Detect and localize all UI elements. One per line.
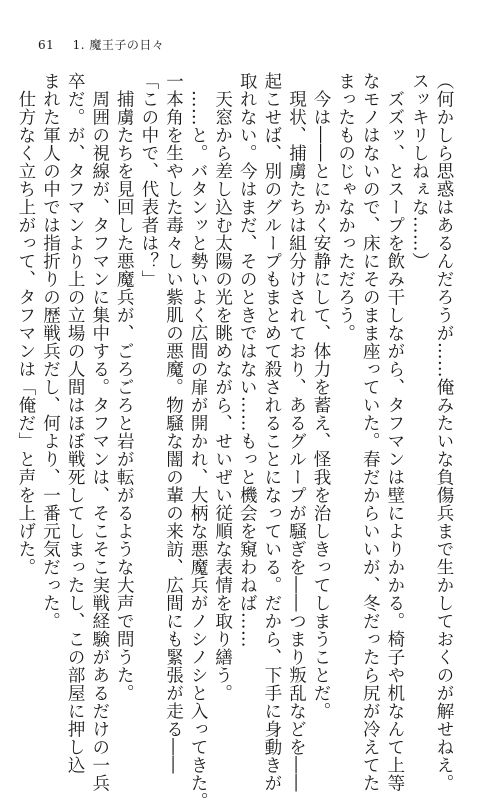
running-head [38, 36, 164, 53]
text-line: 天窓から差し込む太陽の光を眺めながら、せいぜい従順な表情を取り繕う。 [212, 72, 233, 702]
text-line: 周囲の視線が、タフマンに集中する。タフマンは、そこそこ実戦経験があるだけの一兵 [89, 72, 110, 792]
text-line: 取れない。今はまだ、そのときではない……もっと機会を窺わねば…… [237, 72, 258, 648]
text-line: なモノはないので、床にそのまま座っていた。春だからいいが、冬だったら尻が冷えてた [360, 72, 381, 792]
vertical-body-text [13, 72, 456, 810]
text-line: まれた軍人の中では指折りの歴戦兵だし、何より、一番元気だった。 [40, 72, 61, 630]
text-line: 今は――とにかく安静にして、体力を蓄え、怪我を治しきってしまうことだ。 [311, 72, 332, 720]
text-line: 起こせば、別のグループもまとめて殺されることになっている。だから、下手に身動きが [261, 72, 282, 792]
text-line: ……と。バタンッと勢いよく広間の扉が開かれ、大柄な悪魔兵がノシノシと入ってきた。 [188, 72, 209, 810]
text-line: ズズッ、とスープを飲み干しながら、タフマンは壁によりかかる。椅子や机なんて上等 [384, 72, 405, 792]
text-line: 一本角を生やした毒々しい紫肌の悪魔。物騒な闇の輩の来訪、広間にも緊張が走る―― [163, 72, 184, 774]
text-line: 卒だ。が、タフマンより上の立場の人間はほぼ戦死してしまったし、この部屋に押し込 [65, 72, 86, 774]
page-number: 61 [38, 38, 55, 52]
text-line: 仕方なく立ち上がって、タフマンは「俺だ」と声を上げた。 [15, 72, 36, 576]
text-line: スッキリしねぇな……） [409, 72, 430, 270]
text-line: （何かしら思惑はあるんだろうが……俺みたいな負傷兵まで生かしておくのが解せねえ。 [434, 72, 454, 792]
text-line: まったものじゃなかっただろう。 [335, 72, 356, 342]
chapter-title: 1. 魔王子の日々 [72, 38, 165, 52]
text-line: 「この中で、代表者は？」 [138, 72, 159, 288]
text-line: 現状、捕虜たちは組分けされており、あるグループが騒ぎを――つまり叛乱などを―― [286, 72, 307, 792]
text-line: 捕虜たちを見回した悪魔兵が、ごろごろと岩が転がるような大声で問うた。 [114, 72, 135, 702]
